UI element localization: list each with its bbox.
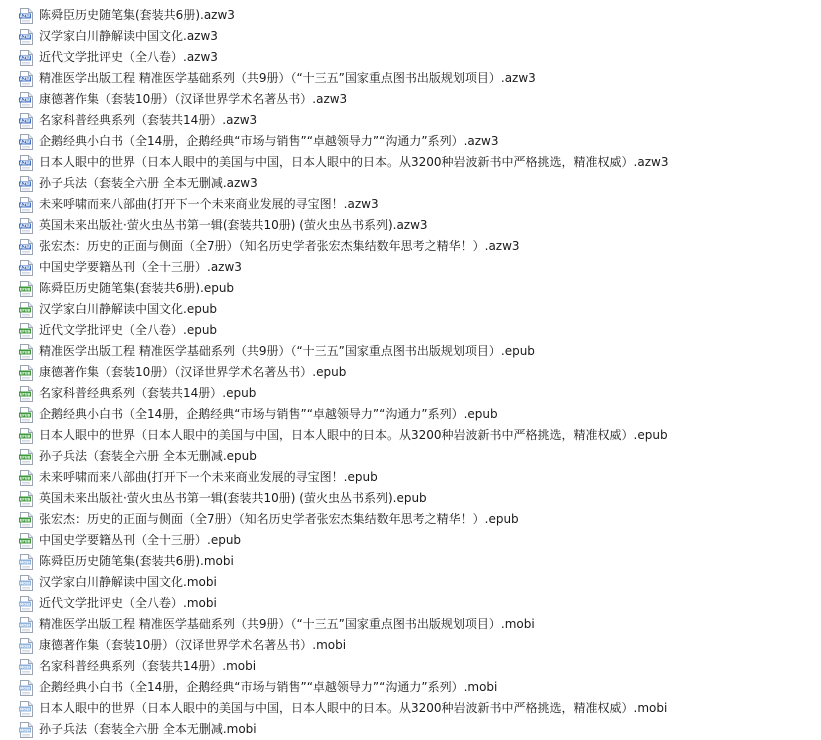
svg-text:EPUB: EPUB <box>19 497 31 502</box>
file-row[interactable] <box>0 404 821 425</box>
svg-text:AZW: AZW <box>19 97 31 103</box>
file-row[interactable] <box>0 488 821 509</box>
file-row[interactable] <box>0 173 821 194</box>
file-name: 精准医学出版工程 精准医学基础系列（共9册）（“十三五”国家重点图书出版规划项目）.epub <box>39 344 535 358</box>
file-row[interactable] <box>0 68 821 89</box>
azw-file-icon <box>19 176 33 192</box>
file-name: 孙子兵法（套装全六册 全本无删减.mobi <box>39 722 257 736</box>
file-row[interactable] <box>0 530 821 551</box>
file-name: 康德著作集（套装10册）（汉译世界学术名著丛书）.azw3 <box>39 92 348 106</box>
file-name: 企鹅经典小白书（全14册，企鹅经典“市场与销售”“卓越领导力”“沟通力”系列）.azw3 <box>39 134 499 148</box>
file-name: 精准医学出版工程 精准医学基础系列（共9册）（“十三五”国家重点图书出版规划项目）.azw3 <box>39 71 536 85</box>
svg-text:MOBI: MOBI <box>19 602 31 607</box>
epub-file-icon <box>19 470 33 486</box>
svg-text:AZW: AZW <box>19 55 31 61</box>
file-row[interactable] <box>0 47 821 68</box>
file-row[interactable] <box>0 614 821 635</box>
azw-file-icon <box>19 113 33 129</box>
file-name: 孙子兵法（套装全六册 全本无删减.azw3 <box>39 176 258 190</box>
mobi-file-icon <box>19 638 33 654</box>
azw-file-icon <box>19 29 33 45</box>
epub-file-icon <box>19 344 33 360</box>
svg-text:MOBI: MOBI <box>19 560 31 565</box>
svg-text:AZW: AZW <box>19 76 31 82</box>
file-row[interactable] <box>0 572 821 593</box>
file-row[interactable] <box>0 341 821 362</box>
svg-text:MOBI: MOBI <box>19 581 31 586</box>
file-row[interactable] <box>0 152 821 173</box>
file-name: 企鹅经典小白书（全14册，企鹅经典“市场与销售”“卓越领导力”“沟通力”系列）.epub <box>39 407 498 421</box>
file-name: 汉学家白川静解读中国文化.azw3 <box>39 29 218 43</box>
file-name: 未来呼啸而来八部曲(打开下一个未来商业发展的寻宝图！.azw3 <box>39 197 379 211</box>
azw-file-icon <box>19 71 33 87</box>
svg-text:MOBI: MOBI <box>19 728 31 733</box>
svg-text:EPUB: EPUB <box>19 413 31 418</box>
epub-file-icon <box>19 302 33 318</box>
file-row[interactable] <box>0 278 821 299</box>
svg-text:AZW: AZW <box>19 244 31 250</box>
epub-file-icon <box>19 449 33 465</box>
azw-file-icon <box>19 50 33 66</box>
file-name: 日本人眼中的世界（日本人眼中的美国与中国，日本人眼中的日本。从3200种岩波新书中严格挑选，精准权威）.azw3 <box>39 155 669 169</box>
file-name: 汉学家白川静解读中国文化.mobi <box>39 575 217 589</box>
file-name: 近代文学批评史（全八卷）.epub <box>39 323 218 337</box>
file-row[interactable] <box>0 110 821 131</box>
epub-file-icon <box>19 533 33 549</box>
file-row[interactable] <box>0 698 821 719</box>
epub-file-icon <box>19 428 33 444</box>
svg-text:MOBI: MOBI <box>19 665 31 670</box>
file-name: 近代文学批评史（全八卷）.mobi <box>39 596 217 610</box>
mobi-file-icon <box>19 659 33 675</box>
file-row[interactable] <box>0 467 821 488</box>
file-name: 英国未来出版社·萤火虫丛书第一辑(套装共10册) (萤火虫丛书系列).azw3 <box>39 218 428 232</box>
file-row[interactable] <box>0 5 821 26</box>
epub-file-icon <box>19 386 33 402</box>
svg-text:EPUB: EPUB <box>19 350 31 355</box>
svg-text:EPUB: EPUB <box>19 287 31 292</box>
file-row[interactable] <box>0 593 821 614</box>
file-name: 陈舜臣历史随笔集(套装共6册).mobi <box>39 554 234 568</box>
epub-file-icon <box>19 407 33 423</box>
file-name: 未来呼啸而来八部曲(打开下一个未来商业发展的寻宝图！.epub <box>39 470 378 484</box>
file-name: 日本人眼中的世界（日本人眼中的美国与中国，日本人眼中的日本。从3200种岩波新书中严格挑选，精准权威）.epub <box>39 428 668 442</box>
file-name: 孙子兵法（套装全六册 全本无删减.epub <box>39 449 257 463</box>
file-name: 精准医学出版工程 精准医学基础系列（共9册）（“十三五”国家重点图书出版规划项目）.mobi <box>39 617 535 631</box>
svg-text:EPUB: EPUB <box>19 434 31 439</box>
file-row[interactable] <box>0 551 821 572</box>
file-row[interactable] <box>0 446 821 467</box>
svg-text:AZW: AZW <box>19 139 31 145</box>
file-row[interactable] <box>0 26 821 47</box>
file-row[interactable] <box>0 89 821 110</box>
file-name: 近代文学批评史（全八卷）.azw3 <box>39 50 218 64</box>
mobi-file-icon <box>19 680 33 696</box>
file-row[interactable] <box>0 215 821 236</box>
file-row[interactable] <box>0 257 821 278</box>
mobi-file-icon <box>19 722 33 738</box>
azw-file-icon <box>19 134 33 150</box>
azw-file-icon <box>19 8 33 24</box>
file-row[interactable] <box>0 509 821 530</box>
mobi-file-icon <box>19 575 33 591</box>
svg-text:MOBI: MOBI <box>19 644 31 649</box>
file-row[interactable] <box>0 677 821 698</box>
file-name: 康德著作集（套装10册）（汉译世界学术名著丛书）.mobi <box>39 638 347 652</box>
svg-text:EPUB: EPUB <box>19 329 31 334</box>
file-name: 张宏杰：历史的正面与侧面（全7册）（知名历史学者张宏杰集结数年思考之精华！）.epub <box>39 512 519 526</box>
svg-text:EPUB: EPUB <box>19 371 31 376</box>
svg-text:MOBI: MOBI <box>19 623 31 628</box>
epub-file-icon <box>19 512 33 528</box>
file-row[interactable] <box>0 656 821 677</box>
azw-file-icon <box>19 218 33 234</box>
svg-text:AZW: AZW <box>19 202 31 208</box>
svg-text:EPUB: EPUB <box>19 476 31 481</box>
mobi-file-icon <box>19 701 33 717</box>
file-row[interactable] <box>0 320 821 341</box>
svg-text:EPUB: EPUB <box>19 308 31 313</box>
svg-text:MOBI: MOBI <box>19 686 31 691</box>
mobi-file-icon <box>19 596 33 612</box>
file-name: 张宏杰：历史的正面与侧面（全7册）（知名历史学者张宏杰集结数年思考之精华！）.azw3 <box>39 239 520 253</box>
svg-text:EPUB: EPUB <box>19 539 31 544</box>
azw-file-icon <box>19 92 33 108</box>
file-name: 日本人眼中的世界（日本人眼中的美国与中国，日本人眼中的日本。从3200种岩波新书中严格挑选，精准权威）.mobi <box>39 701 668 715</box>
file-name: 汉学家白川静解读中国文化.epub <box>39 302 218 316</box>
file-row[interactable] <box>0 236 821 257</box>
file-row[interactable] <box>0 719 821 740</box>
epub-file-icon <box>19 491 33 507</box>
file-name: 名家科普经典系列（套装共14册）.epub <box>39 386 257 400</box>
epub-file-icon <box>19 365 33 381</box>
svg-text:MOBI: MOBI <box>19 707 31 712</box>
file-name: 中国史学要籍丛刊（全十三册）.azw3 <box>39 260 242 274</box>
azw-file-icon <box>19 239 33 255</box>
svg-text:EPUB: EPUB <box>19 455 31 460</box>
file-row[interactable] <box>0 425 821 446</box>
azw-file-icon <box>19 197 33 213</box>
file-row[interactable] <box>0 362 821 383</box>
azw-file-icon <box>19 155 33 171</box>
file-name: 陈舜臣历史随笔集(套装共6册).epub <box>39 281 235 295</box>
svg-text:AZW: AZW <box>19 181 31 187</box>
mobi-file-icon <box>19 554 33 570</box>
file-row[interactable] <box>0 194 821 215</box>
epub-file-icon <box>19 323 33 339</box>
file-name: 名家科普经典系列（套装共14册）.azw3 <box>39 113 258 127</box>
file-name: 企鹅经典小白书（全14册，企鹅经典“市场与销售”“卓越领导力”“沟通力”系列）.mobi <box>39 680 498 694</box>
svg-text:EPUB: EPUB <box>19 392 31 397</box>
file-name: 陈舜臣历史随笔集(套装共6册).azw3 <box>39 8 235 22</box>
svg-text:EPUB: EPUB <box>19 518 31 523</box>
svg-text:AZW: AZW <box>19 160 31 166</box>
file-row[interactable] <box>0 635 821 656</box>
file-name: 英国未来出版社·萤火虫丛书第一辑(套装共10册) (萤火虫丛书系列).epub <box>39 491 427 505</box>
svg-text:AZW: AZW <box>19 34 31 40</box>
epub-file-icon <box>19 281 33 297</box>
file-name: 名家科普经典系列（套装共14册）.mobi <box>39 659 257 673</box>
file-row[interactable] <box>0 383 821 404</box>
file-list <box>0 5 821 740</box>
svg-text:AZW: AZW <box>19 265 31 271</box>
file-row[interactable] <box>0 299 821 320</box>
mobi-file-icon <box>19 617 33 633</box>
svg-text:AZW: AZW <box>19 13 31 19</box>
svg-text:AZW: AZW <box>19 118 31 124</box>
file-row[interactable] <box>0 131 821 152</box>
file-name: 中国史学要籍丛刊（全十三册）.epub <box>39 533 242 547</box>
svg-text:AZW: AZW <box>19 223 31 229</box>
file-name: 康德著作集（套装10册）（汉译世界学术名著丛书）.epub <box>39 365 347 379</box>
azw-file-icon <box>19 260 33 276</box>
